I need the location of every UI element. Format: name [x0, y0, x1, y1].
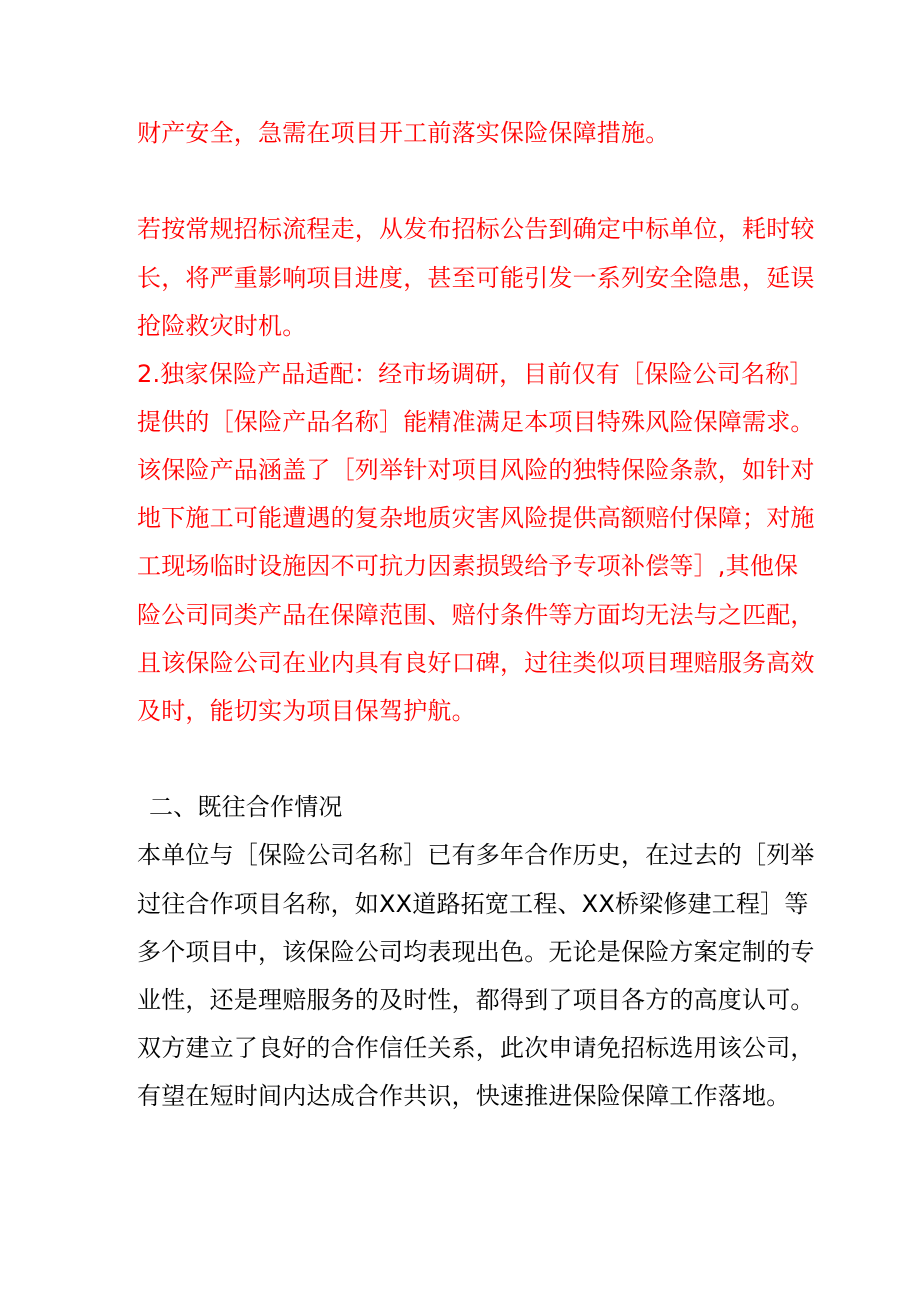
text-line: 且该保险公司在业内具有良好口碑，过往类似项目理赔服务高效 — [137, 649, 815, 677]
text-line: 财产安全，急需在项目开工前落实保险保障措施。 — [137, 119, 670, 147]
text-line: 若按常规招标流程走，从发布招标公告到确定中标单位，耗时较 — [137, 215, 815, 243]
text-line: 该保险产品涵盖了［列举针对项目风险的独特保险条款，如针对 — [137, 456, 815, 484]
text-line: 险公司同类产品在保障范围、赔付条件等方面均无法与之匹配， — [137, 601, 815, 629]
text-line: 地下施工可能遭遇的复杂地质灾害风险提供高额赔付保障；对施 — [137, 504, 815, 532]
text-line: 及时，能切实为项目保驾护航。 — [137, 697, 476, 725]
text-line: 长，将严重影响项目进度，甚至可能引发一系列安全隐患，延误 — [137, 264, 815, 292]
text-line: 提供的［保险产品名称］能精准满足本项目特殊风险保障需求。 — [137, 408, 815, 436]
text-line: 工现场临时设施因不可抗力因素损毁给予专项补偿等］,其他保 — [137, 552, 799, 580]
text-line: 业性，还是理赔服务的及时性，都得到了项目各方的高度认可。 — [137, 986, 815, 1014]
text-line: 有望在短时间内达成合作共识，快速推进保险保障工作落地。 — [137, 1082, 791, 1110]
text-line: 抢险救灾时机。 — [137, 312, 307, 340]
section-heading: 二、既往合作情况 — [149, 793, 343, 821]
text-line: 过往合作项目名称，如XX道路拓宽工程、XX桥梁修建工程］等 — [137, 890, 809, 918]
text-line: 双方建立了良好的合作信任关系，此次申请免招标选用该公司， — [137, 1034, 815, 1062]
text-line: 多个项目中，该保险公司均表现出色。无论是保险方案定制的专 — [137, 938, 815, 966]
text-line: 2.独家保险产品适配：经市场调研，目前仅有［保险公司名称］ — [137, 360, 814, 388]
text-line: 本单位与［保险公司名称］已有多年合作历史，在过去的［列举 — [137, 841, 815, 869]
